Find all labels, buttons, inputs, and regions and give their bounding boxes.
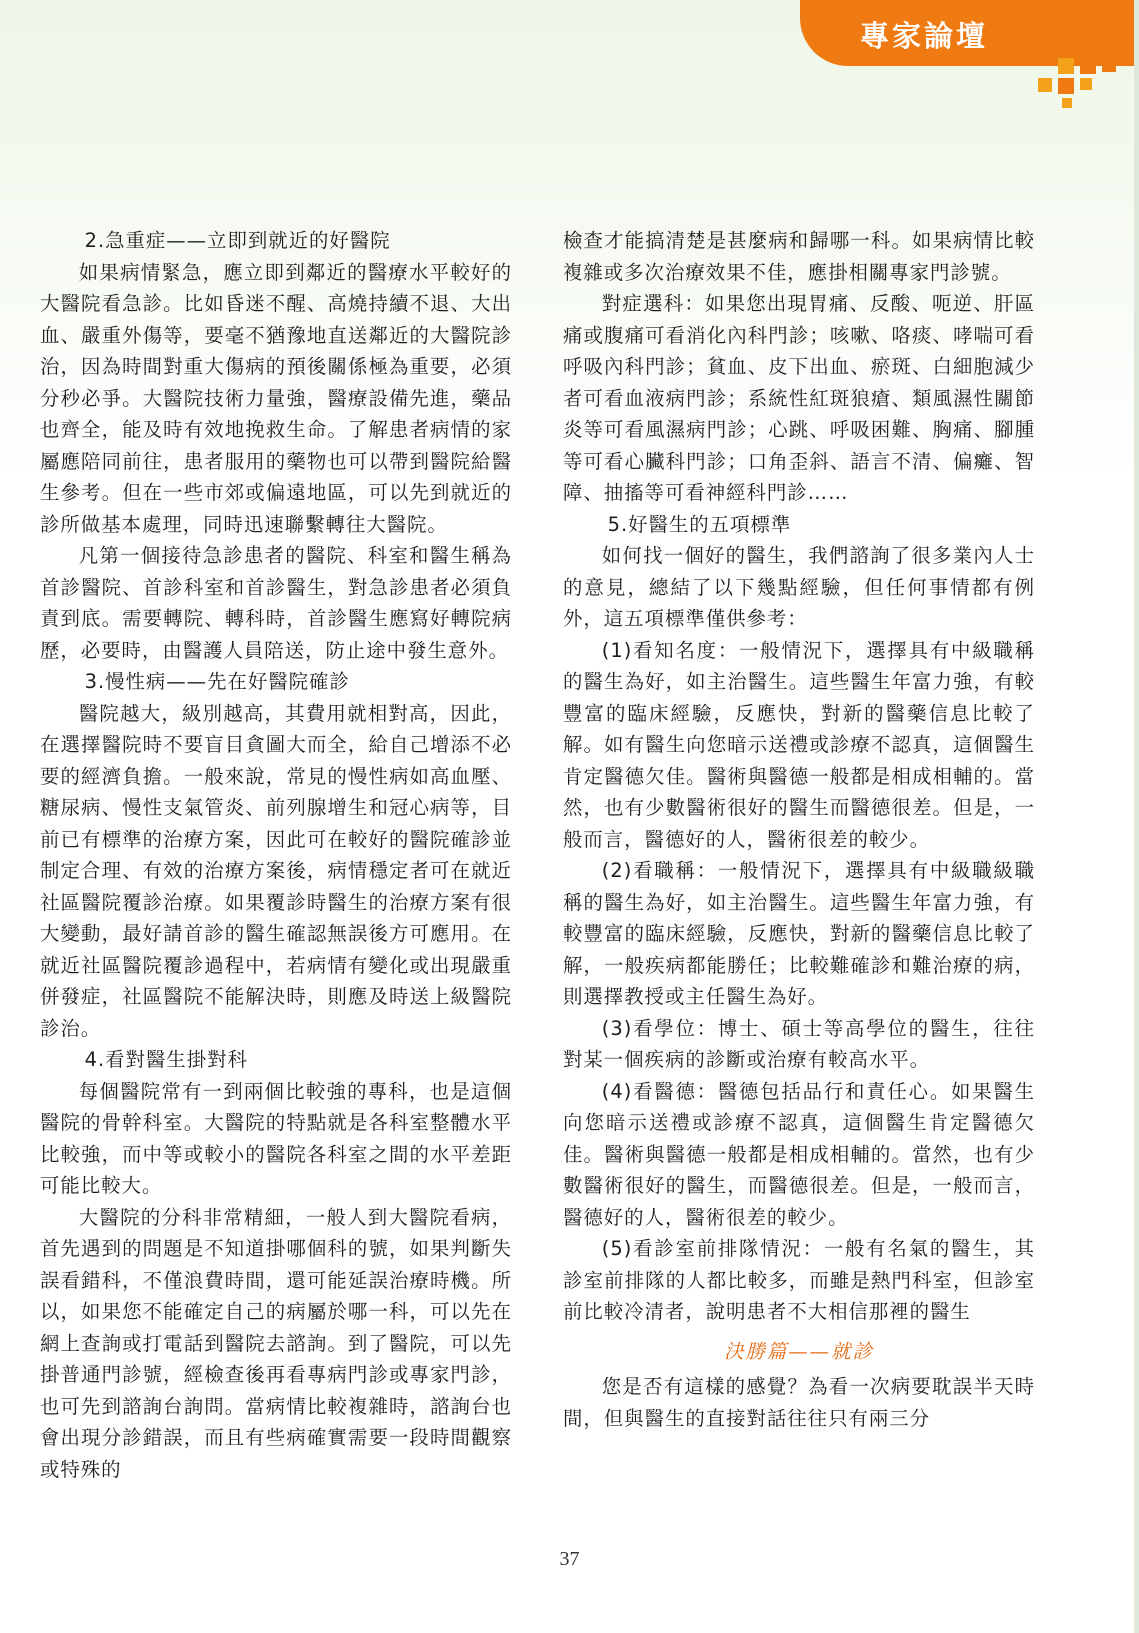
decor-square: [1080, 78, 1092, 90]
decor-square: [1062, 98, 1072, 108]
decor-stripe: [1040, 12, 1139, 15]
decor-stripe: [1040, 30, 1139, 33]
section-title: 專家論壇: [860, 19, 989, 53]
paragraph: 大醫院的分科非常精細，一般人到大醫院看病，首先遇到的問題是不知道掛哪個科的號，如果判斷失誤看錯科，不僅浪費時間，還可能延誤治療時機。所以，如果您不能確定自己的病屬於哪一科，可以先在網上查詢或打電話到醫院去諮詢。到了醫院，可以先掛普通門診號，經檢查後再看專病門診或專家門診，也可先到諮詢台詢問。當病情比較複雜時，諮詢台也會出現分診錯誤，而且有些病確實需要一段時間觀察或特殊的: [40, 1205, 512, 1481]
paragraph: 醫院越大，級別越高，其費用就相對高，因此，在選擇醫院時不要盲目貪圖大而全，給自己增添不必要的經濟負擔。一般來說，常見的慢性病如高血壓、糖尿病、慢性支氣管炎、前列腺增生和冠心病等，目前已有標準的治療方案，因此可在較好的醫院確診並制定合理、有效的治療方案後，病情穩定者可在就近社區醫院覆診治療。如果覆診時醫生的治療方案有很大變動，最好請首診的醫生確認無誤後方可應用。在就近社區醫院覆診過程中，若病情有變化或出現嚴重併發症，社區醫院不能解決時，則應及時送上級醫院診治。: [40, 701, 512, 1040]
paragraph: (2)看職稱：一般情況下，選擇具有中級職級職稱的醫生為好，如主治醫生。這些醫生年富力強，有較豐富的臨床經驗，反應快，對新的醫藥信息比較了解，一般疾病都能勝任；比較難確診和難治療的病，則選擇教授或主任醫生為好。: [563, 859, 1035, 1008]
paragraph: 如果病情緊急，應立即到鄰近的醫療水平較好的大醫院看急診。比如昏迷不醒、高燒持續不退、大出血、嚴重外傷等，要毫不猶豫地直送鄰近的大醫院診治，因為時間對重大傷病的預後關係極為重要，必須分秒必爭。大醫院技術力量強，醫療設備先進，藥品也齊全，能及時有效地挽救生命。了解患者病情的家屬應陪同前往，患者服用的藥物也可以帶到醫院給醫生參考。但在一些市郊或偏遠地區，可以先到就近的診所做基本處理，同時迅速聯繫轉往大醫院。: [40, 260, 512, 536]
right-column: [563, 225, 1035, 1434]
paragraph: 如何找一個好的醫生，我們諮詢了很多業內人士的意見，總結了以下幾點經驗，但任何事情都有例外，這五項標準僅供參考：: [563, 544, 1035, 630]
decor-square: [1038, 78, 1052, 92]
paragraph: (3)看學位：博士、碩士等高學位的醫生，往往對某一個疾病的診斷或治療有較高水平。: [563, 1016, 1035, 1071]
decor-square: [1102, 58, 1116, 72]
decor-square: [1058, 58, 1074, 74]
decor-square: [1058, 78, 1074, 94]
section-heading: 決勝篇——就診: [724, 1339, 874, 1363]
decor-square: [1080, 58, 1096, 74]
heading-department: 4.看對醫生掛對科: [84, 1048, 248, 1071]
page-number: 37: [559, 1548, 580, 1570]
decor-stripe: [1040, 21, 1139, 24]
paragraph: 每個醫院常有一到兩個比較強的專科，也是這個醫院的骨幹科室。大醫院的特點就是各科室整體水平比較強，而中等或較小的醫院各科室之間的水平差距可能比較大。: [40, 1079, 512, 1197]
paragraph: 對症選科：如果您出現胃痛、反酸、呃逆、肝區痛或腹痛可看消化內科門診；咳嗽、咯痰、哮喘可看呼吸內科門診；貧血、皮下出血、瘀斑、白細胞減少者可看血液病門診；系統性紅斑狼瘡、類風濕性關節炎等可看風濕病門診；心跳、呼吸困難、胸痛、腳腫等可看心臟科門診；口角歪斜、語言不清、偏癱、智障、抽搐等可看神經科門診……: [563, 292, 1035, 504]
heading-emergency: 2.急重症——立即到就近的好醫院: [84, 229, 391, 252]
heading-chronic: 3.慢性病——先在好醫院確診: [84, 670, 350, 693]
paragraph: (4)看醫德：醫德包括品行和責任心。如果醫生向您暗示送禮或診療不認真，這個醫生肯定醫德欠佳。醫術與醫德一般都是相成相輔的。當然，也有少數醫術很好的醫生，而醫德很差。但是，一般而言，醫德好的人，醫術很差的較少。: [563, 1079, 1035, 1229]
header-banner: [800, 0, 1139, 66]
paragraph: 凡第一個接待急診患者的醫院、科室和醫生稱為首診醫院、首診科室和首診醫生，對急診患者必須負責到底。需要轉院、轉科時，首診醫生應寫好轉院病歷，必要時，由醫護人員陪送，防止途中發生意外。: [40, 544, 512, 662]
paragraph: (5)看診室前排隊情況：一般有名氣的醫生，其診室前排隊的人都比較多，而雖是熱門科室，但診室前比較冷清者，說明患者不大相信那裡的醫生: [563, 1237, 1035, 1323]
paragraph: 檢查才能搞清楚是甚麼病和歸哪一科。如果病情比較複雜或多次治療效果不佳，應掛相關專家門診號。: [563, 229, 1035, 284]
paragraph: 您是否有這樣的感覺？為看一次病要耽誤半天時間，但與醫生的直接對話往往只有兩三分: [563, 1375, 1035, 1430]
page-edge: [1134, 0, 1139, 1633]
left-column: [40, 225, 512, 1485]
paragraph: (1)看知名度：一般情況下，選擇具有中級職稱的醫生為好，如主治醫生。這些醫生年富力強，有較豐富的臨床經驗，反應快，對新的醫藥信息比較了解。如有醫生向您暗示送禮或診療不認真，這個醫生肯定醫德欠佳。醫術與醫德一般都是相成相輔的。當然，也有少數醫術很好的醫生而醫德很差。但是，一般而言，醫德好的人，醫術很差的較少。: [563, 638, 1035, 851]
decor-stripe: [1040, 39, 1139, 42]
heading-good-doctor: 5.好醫生的五項標準: [607, 512, 792, 536]
